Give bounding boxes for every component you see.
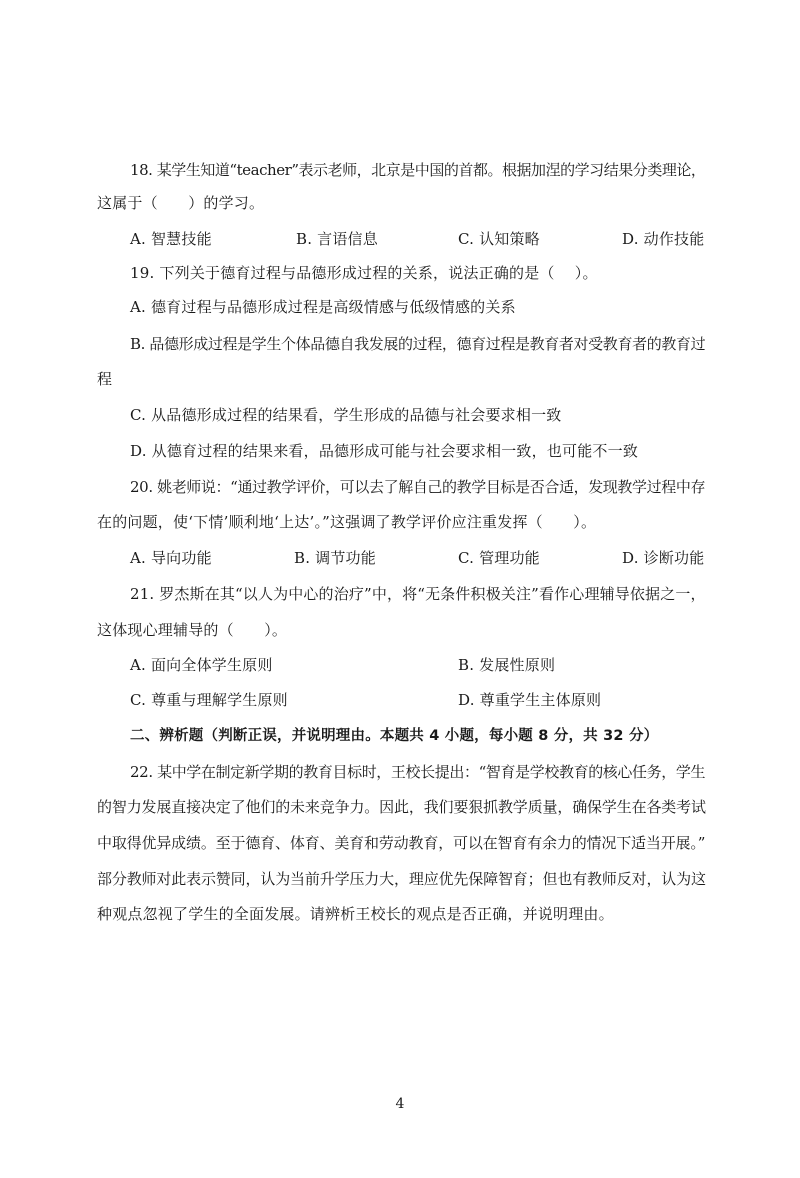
q19-option-c: C. 从品德形成过程的结果看，学生形成的品德与社会要求相一致 (130, 406, 562, 424)
q22-line4: 部分教师对此表示赞同，认为当前升学压力大，理应优先保障智育；但也有教师反对，认为这 (97, 870, 706, 888)
q18-option-b: B. 言语信息 (296, 230, 378, 248)
q18-option-d: D. 动作技能 (622, 230, 705, 248)
q18-option-c: C. 认知策略 (458, 230, 540, 248)
q18-option-a: A. 智慧技能 (130, 230, 212, 248)
page-number: 4 (395, 1096, 405, 1112)
q19-option-b-line2: 程 (97, 370, 113, 388)
q20-option-a: A. 导向功能 (130, 549, 212, 567)
q22-line1: 22. 某中学在制定新学期的教育目标时，王校长提出：“智育是学校教育的核心任务，学生 (130, 763, 706, 781)
q19-option-b-line1: B. 品德形成过程是学生个体品德自我发展的过程，德育过程是教育者对受教育者的教育过 (130, 335, 706, 353)
q19-option-d: D. 从德育过程的结果来看，品德形成可能与社会要求相一致，也可能不一致 (130, 442, 639, 460)
q18-stem-line1: 18. 某学生知道“teacher”表示老师，北京是中国的首都。根据加涅的学习结果分类理论， (130, 161, 706, 179)
q21-stem-line2: 这体现心理辅导的（ ）。 (97, 621, 288, 639)
q20-option-c: C. 管理功能 (458, 549, 540, 567)
q19-stem: 19. 下列关于德育过程与品德形成过程的关系，说法正确的是（ ）。 (130, 264, 598, 282)
q21-stem-line1: 21. 罗杰斯在其“以人为中心的治疗”中，将“无条件积极关注”看作心理辅导依据之一， (130, 585, 706, 603)
q21-option-a: A. 面向全体学生原则 (130, 656, 273, 674)
q20-option-d: D. 诊断功能 (622, 549, 705, 567)
q21-option-b: B. 发展性原则 (458, 656, 556, 674)
q22-line3: 中取得优异成绩。至于德育、体育、美育和劳动教育，可以在智育有余力的情况下适当开展。” (97, 834, 706, 852)
q22-line5: 种观点忽视了学生的全面发展。请辨析王校长的观点是否正确，并说明理由。 (97, 905, 614, 923)
q21-option-c: C. 尊重与理解学生原则 (130, 691, 288, 709)
section-heading: 二、辨析题（判断正误，并说明理由。本题共 4 小题，每小题 8 分，共 32 分） (130, 728, 659, 744)
q18-stem-line2: 这属于（ ）的学习。 (97, 194, 265, 212)
q20-stem-line2: 在的问题，使‘下情’顺利地‘上达’。”这强调了教学评价应注重发挥（ ）。 (97, 513, 597, 531)
q21-option-d: D. 尊重学生主体原则 (458, 691, 602, 709)
q20-option-b: B. 调节功能 (294, 549, 376, 567)
q22-line2: 的智力发展直接决定了他们的未来竞争力。因此，我们要狠抓教学质量，确保学生在各类考试 (97, 798, 706, 816)
q19-option-a: A. 德育过程与品德形成过程是高级情感与低级情感的关系 (130, 298, 516, 316)
q20-stem-line1: 20. 姚老师说：“通过教学评价，可以去了解自己的教学目标是否合适，发现教学过程中存 (130, 478, 706, 496)
